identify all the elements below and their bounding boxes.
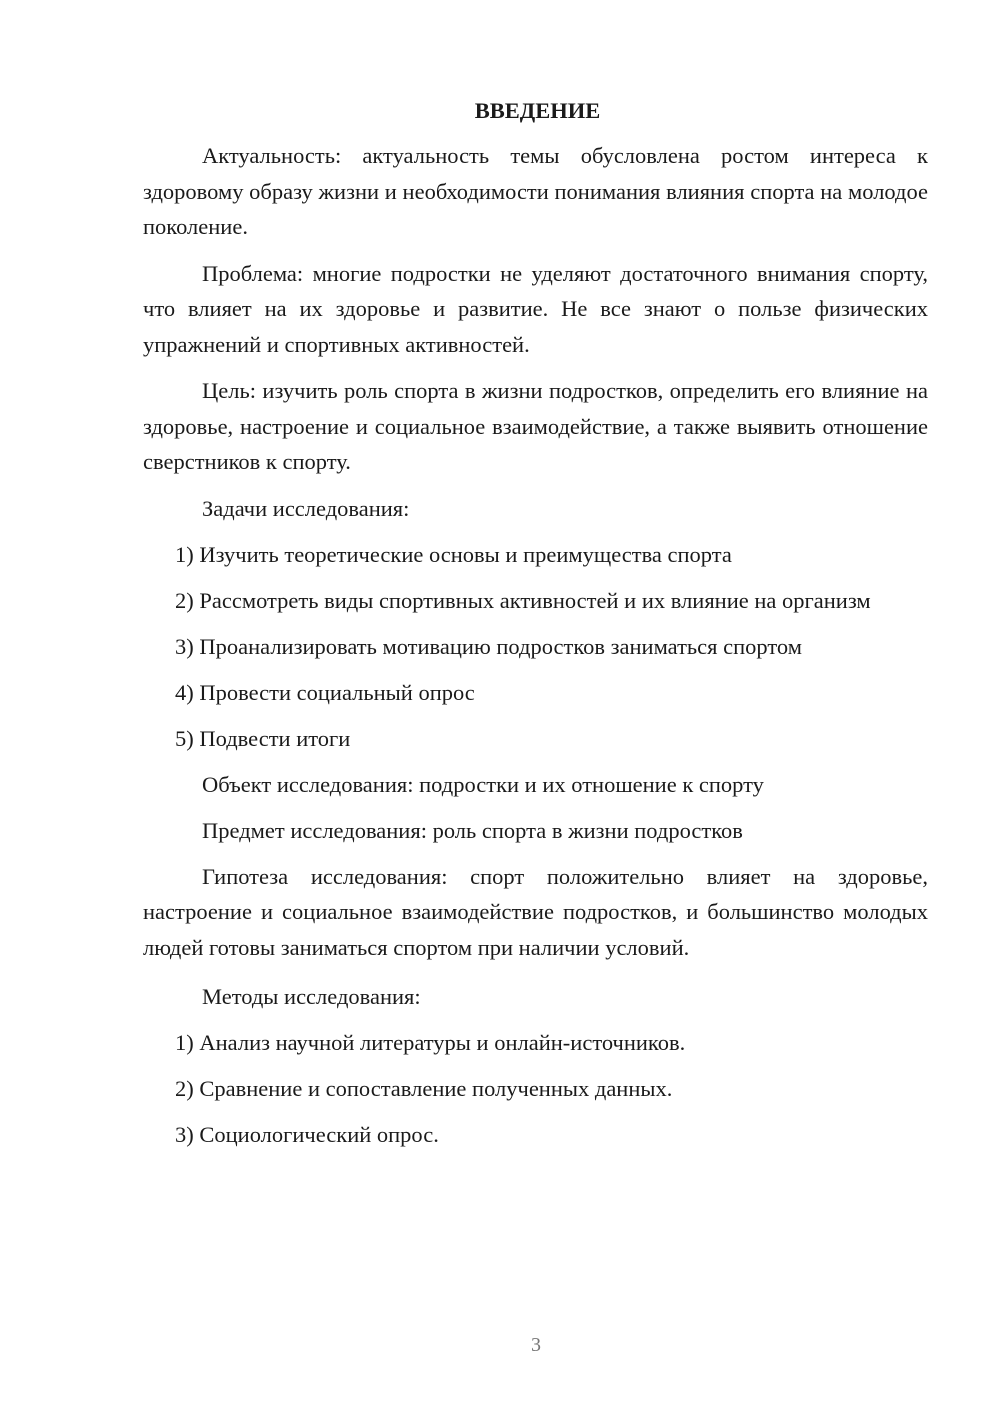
method-item: 3) Социологический опрос. (175, 1122, 439, 1147)
task-item: 5) Подвести итоги (175, 725, 351, 751)
methods-title: Методы исследования: (202, 984, 421, 1009)
task-item: 4) Провести социальный опрос (175, 679, 475, 705)
section-heading: ВВЕДЕНИЕ (474, 98, 601, 123)
hypothesis-paragraph: Гипотеза исследования: спорт положительно влияет на здоровье, настроение и социальное взаимодействие подростков, и большинство молодых людей готовы заниматься спортом при наличии условий. (143, 863, 928, 960)
relevance-paragraph: Актуальность: актуальность темы обусловлена ростом интереса к здоровому образу жизни и необходимости понимания влияния спорта на молодое поколение. (143, 143, 928, 239)
method-item: 1) Анализ научной литературы и онлайн-источников. (175, 1030, 686, 1055)
task-item: 1) Изучить теоретические основы и преимущества спорта (175, 541, 732, 567)
subject-paragraph: Предмет исследования: роль спорта в жизни подростков (202, 817, 743, 843)
object-paragraph: Объект исследования: подростки и их отношение к спорту (202, 771, 764, 797)
page-content (143, 96, 928, 1163)
problem-paragraph: Проблема: многие подростки не уделяют достаточного внимания спорту, что влияет на их здоровье и развитие. Не все знают о пользе физических упражнений и спортивных активностей. (143, 260, 928, 357)
goal-paragraph: Цель: изучить роль спорта в жизни подростков, определить его влияние на здоровье, настроение и социальное взаимодействие, а также выявить отношение сверстников к спорту. (143, 378, 928, 474)
task-item: 3) Проанализировать мотивацию подростков заниматься спортом (175, 633, 802, 659)
page-number: 3 (531, 1334, 541, 1356)
task-item: 2) Рассмотреть виды спортивных активностей и их влияние на организм (175, 587, 871, 613)
method-item: 2) Сравнение и сопоставление полученных данных. (175, 1076, 673, 1101)
tasks-title: Задачи исследования: (202, 495, 410, 521)
